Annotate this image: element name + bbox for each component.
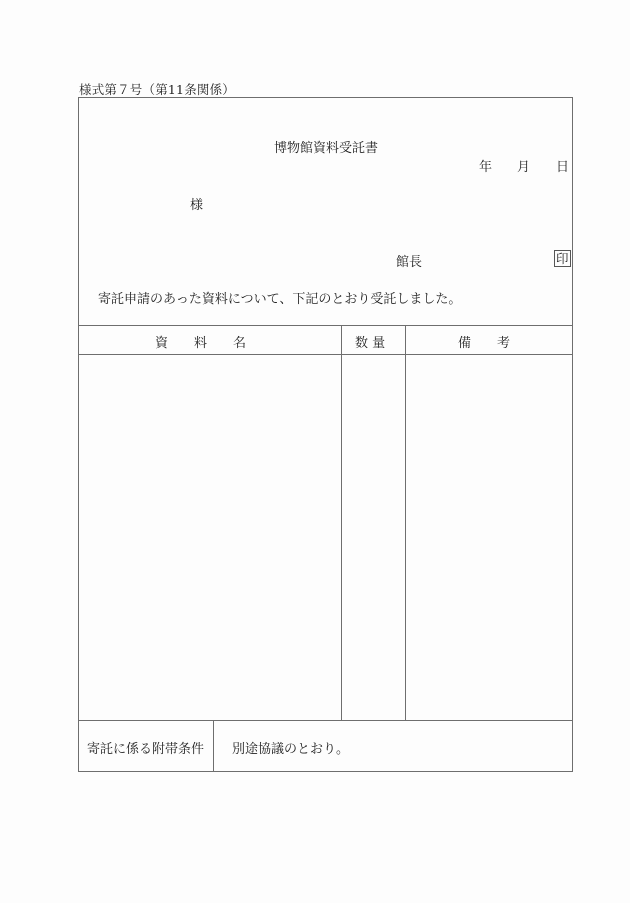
date-year-label: 年 [479,160,493,175]
column-header-quantity: 数 量 [355,336,386,351]
table-bottom-divider [78,720,573,721]
issuer-title: 館長 [396,255,423,270]
conditions-value: 別途協議のとおり。 [232,742,350,757]
item-name-cell[interactable] [79,355,341,720]
date-month-label: 月 [517,160,531,175]
document-title: 博物館資料受託書 [274,141,379,156]
statement-text: 寄託申請のあった資料について、下記のとおり受託しました。 [98,292,462,307]
seal-mark: 印 [556,251,569,266]
column-header-remarks: 備 考 [458,336,511,351]
form-number-label: 様式第７号（第11条関係） [79,82,236,97]
column-header-item-name: 資 料 名 [155,336,247,351]
conditions-label: 寄託に係る附帯条件 [87,742,205,757]
remarks-cell[interactable] [406,355,572,720]
addressee-suffix: 様 [190,198,204,213]
quantity-cell[interactable] [342,355,405,720]
conditions-divider [213,720,214,772]
date-day-label: 日 [556,160,570,175]
table-top-divider [78,325,573,326]
